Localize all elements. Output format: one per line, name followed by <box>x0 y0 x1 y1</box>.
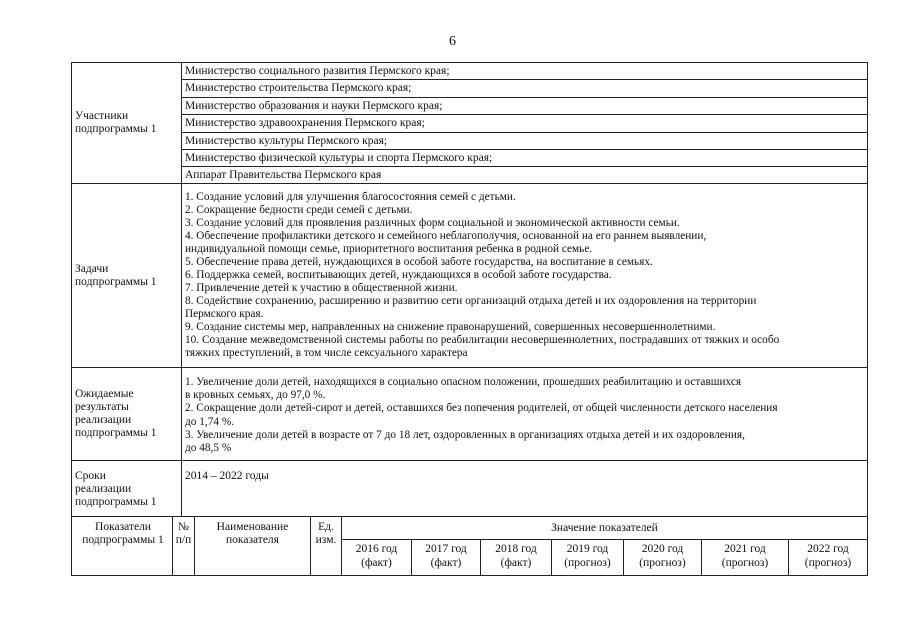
year-note: (прогноз) <box>639 556 686 569</box>
year-note: (факт) <box>500 556 532 569</box>
task-line: 7. Привлечение детей к участию в общественной жизни. <box>185 282 458 294</box>
task-line: индивидуальной помощи семье, приоритетного воспитания ребенка в родной семье. <box>185 243 593 255</box>
results-row <box>71 367 868 461</box>
task-line: 6. Поддержка семей, воспитывающих детей, нуждающихся в особой заботе государства. <box>185 269 612 281</box>
result-line: в кровных семьях, до 97,0 %. <box>185 389 326 402</box>
page-number: 6 <box>449 34 456 49</box>
column-unit-header <box>311 517 342 575</box>
participant-item: Министерство строительства Пермского края; <box>182 80 867 97</box>
participant-item: Министерство физической культуры и спорта Пермского края; <box>182 150 867 167</box>
label-line: Задачи <box>75 262 109 275</box>
values-header <box>342 517 867 575</box>
participant-item: Министерство здравоохранения Пермского края; <box>182 115 867 132</box>
results-label <box>72 368 182 460</box>
result-line: 2. Сокращение доли детей-сирот и детей, оставшихся без попечения родителей, от общей численности детского населения <box>185 402 778 415</box>
terms-row <box>71 460 868 517</box>
year-label: 2020 год <box>641 543 684 555</box>
year-note: (прогноз) <box>564 556 611 569</box>
year-column <box>552 539 624 575</box>
year-column <box>624 539 702 575</box>
label-line: Показатели <box>95 521 151 533</box>
task-line: 4. Обеспечение профилактики детского и семейного неблагополучия, основанной на его раннем выявлении, <box>185 230 707 242</box>
header-line: изм. <box>315 534 337 546</box>
year-note: (факт) <box>430 556 462 569</box>
year-column <box>702 539 789 575</box>
label-line: подпрограммы 1 <box>75 123 157 135</box>
values-title: Значение показателей <box>342 517 867 540</box>
task-line: тяжких преступлений, в том числе сексуального характера <box>185 347 468 359</box>
label-line: Участники <box>75 110 129 122</box>
label-line: подпрограммы 1 <box>82 534 164 546</box>
tasks-text <box>182 184 867 367</box>
column-number-header <box>173 517 195 575</box>
column-name-header <box>195 517 311 575</box>
task-line: 2. Сокращение бедности среди семей с детьми. <box>185 204 413 216</box>
task-line: 5. Обеспечение права детей, нуждающихся в особой заботе государства, на воспитание в семьях. <box>185 256 653 268</box>
header-line: п/п <box>175 534 192 546</box>
year-label: 2019 год <box>566 543 609 555</box>
terms-value: 2014 – 2022 годы <box>185 470 269 482</box>
header-line: Наименование <box>216 521 289 533</box>
label-line: результаты <box>75 401 129 413</box>
participants-label <box>72 63 182 183</box>
task-line: 10. Создание межведомственной системы работы по реабилитации несовершеннолетних, пострадавших от тяжких и особо <box>185 334 780 346</box>
label-line: реализации <box>75 483 132 495</box>
participant-item: Аппарат Правительства Пермского края <box>185 169 382 182</box>
header-line: № <box>178 521 189 533</box>
label-line: Сроки <box>75 470 106 482</box>
year-label: 2022 год <box>807 543 849 555</box>
year-note: (факт) <box>361 556 392 569</box>
task-line: 9. Создание системы мер, направленных на снижение правонарушений, совершенных несовершеннолетними. <box>185 321 716 333</box>
year-column <box>412 539 481 575</box>
task-line: 1. Создание условий для улучшения благосостояния семей с детьми. <box>185 191 516 203</box>
terms-label <box>72 461 182 516</box>
result-line: 1. Увеличение доли детей, находящихся в социально опасном положении, прошедших реабилитацию и оставшихся <box>185 376 742 388</box>
header-line: Ед. <box>318 521 334 533</box>
results-text <box>182 368 867 460</box>
year-column <box>789 539 867 575</box>
participant-item: Министерство образования и науки Пермского края; <box>182 98 867 115</box>
year-note: (прогноз) <box>721 556 769 569</box>
participants-row <box>71 62 868 184</box>
indicators-header-row <box>71 516 868 576</box>
year-label: 2021 год <box>724 543 766 555</box>
participant-item: Министерство социального развития Пермского края; <box>182 63 867 80</box>
task-line: 8. Содействие сохранению, расширению и развитию сети организаций отдыха детей и их оздоровления на территории <box>185 295 757 307</box>
label-line: Ожидаемые <box>75 388 134 400</box>
task-line: 3. Создание условий для проявления различных форм социальной и экономической активности семьи. <box>185 217 680 229</box>
year-label: 2017 год <box>425 543 467 555</box>
indicators-label <box>72 517 173 575</box>
task-line: Пермского края. <box>185 308 264 320</box>
label-line: подпрограммы 1 <box>75 427 157 439</box>
year-label: 2016 год <box>355 543 398 555</box>
year-column <box>342 539 412 575</box>
tasks-row <box>71 183 868 368</box>
year-note: (прогноз) <box>804 556 852 569</box>
year-column <box>481 539 552 575</box>
result-line: до 48,5 % <box>185 442 232 455</box>
label-line: реализации <box>75 414 132 426</box>
header-line: показателя <box>226 534 279 546</box>
year-label: 2018 год <box>495 543 537 555</box>
label-line: подпрограммы 1 <box>75 275 157 288</box>
participants-list <box>182 63 867 183</box>
label-line: подпрограммы 1 <box>75 496 157 508</box>
result-line: до 1,74 %. <box>185 415 235 428</box>
result-line: 3. Увеличение доли детей в возрасте от 7 до 18 лет, оздоровленных в организациях отдыха детей и их оздоровления, <box>185 428 745 441</box>
participant-item: Министерство культуры Пермского края; <box>182 133 867 150</box>
tasks-label <box>72 184 182 367</box>
